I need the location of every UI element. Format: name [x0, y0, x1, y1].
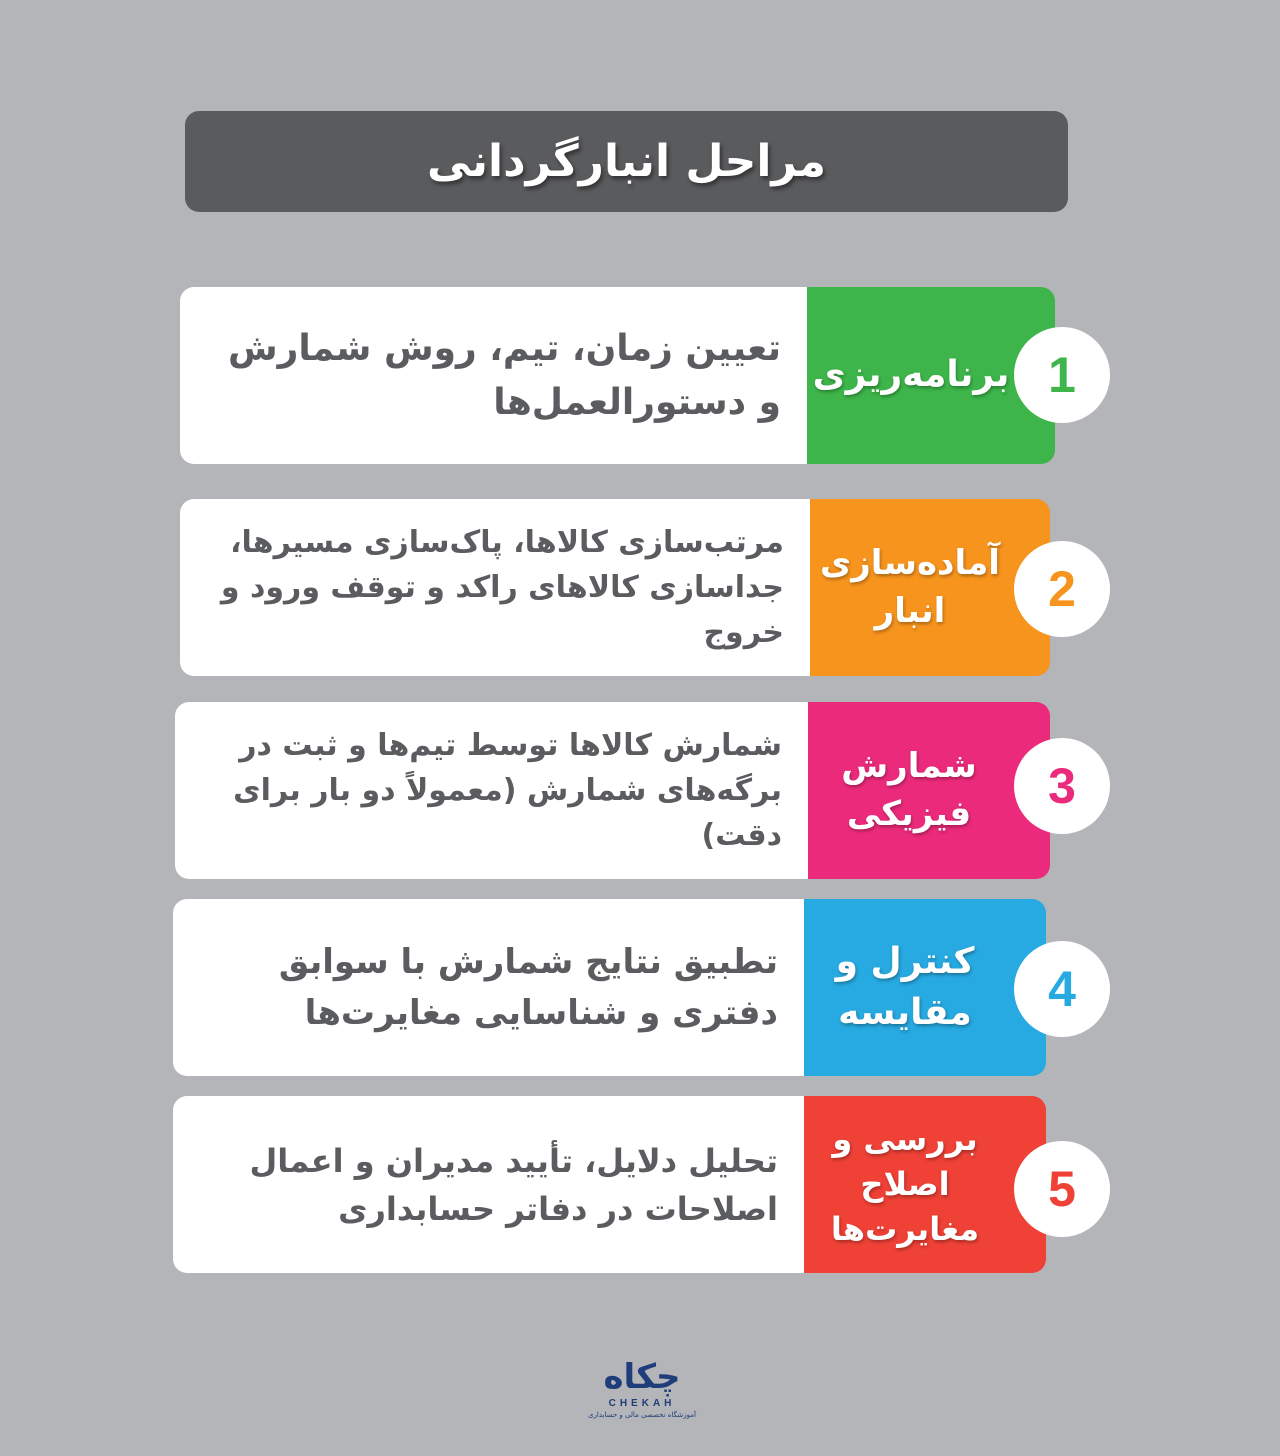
step-card-4	[173, 899, 1046, 1076]
step-description-1: تعیین زمان، تیم، روش شمارش و دستورالعمل‌ها	[180, 287, 807, 464]
step-label-4: کنترل و مقایسه	[804, 899, 1046, 1076]
step-number-3: 3	[1014, 738, 1110, 834]
logo-latin-name: CHEKAH	[608, 1398, 676, 1409]
title-bar	[185, 111, 1068, 212]
step-number-2: 2	[1014, 541, 1110, 637]
step-card-5	[173, 1096, 1046, 1273]
step-number-1: 1	[1014, 327, 1110, 423]
step-card-3	[175, 702, 1050, 879]
step-number-4: 4	[1014, 941, 1110, 1037]
logo-wordmark: چکاه	[603, 1357, 681, 1397]
step-label-3: شمارش فیزیکی	[808, 702, 1050, 879]
step-description-2: مرتب‌سازی کالاها، پاک‌سازی مسیرها، جداسازی کالاهای راکد و توقف ورود و خروج	[180, 499, 810, 676]
step-card-1	[180, 287, 1055, 464]
logo-tagline: آموزشگاه تخصصی مالی و حسابداری	[588, 1411, 696, 1419]
step-description-5: تحلیل دلایل، تأیید مدیران و اعمال اصلاحات در دفاتر حسابداری	[173, 1096, 804, 1273]
step-label-1: برنامه‌ریزی	[807, 287, 1055, 464]
page-title: مراحل انبارگردانی	[426, 136, 827, 187]
step-number-5: 5	[1014, 1141, 1110, 1237]
step-description-3: شمارش کالاها توسط تیم‌ها و ثبت در برگه‌های شمارش (معمولاً دو بار برای دقت)	[175, 702, 808, 879]
step-card-2	[180, 499, 1050, 676]
brand-logo	[578, 1357, 706, 1426]
step-label-5: بررسی و اصلاح مغایرت‌ها	[804, 1096, 1046, 1273]
step-label-2: آماده‌سازی انبار	[810, 499, 1050, 676]
step-description-4: تطبیق نتایج شمارش با سوابق دفتری و شناسایی مغایرت‌ها	[173, 899, 804, 1076]
